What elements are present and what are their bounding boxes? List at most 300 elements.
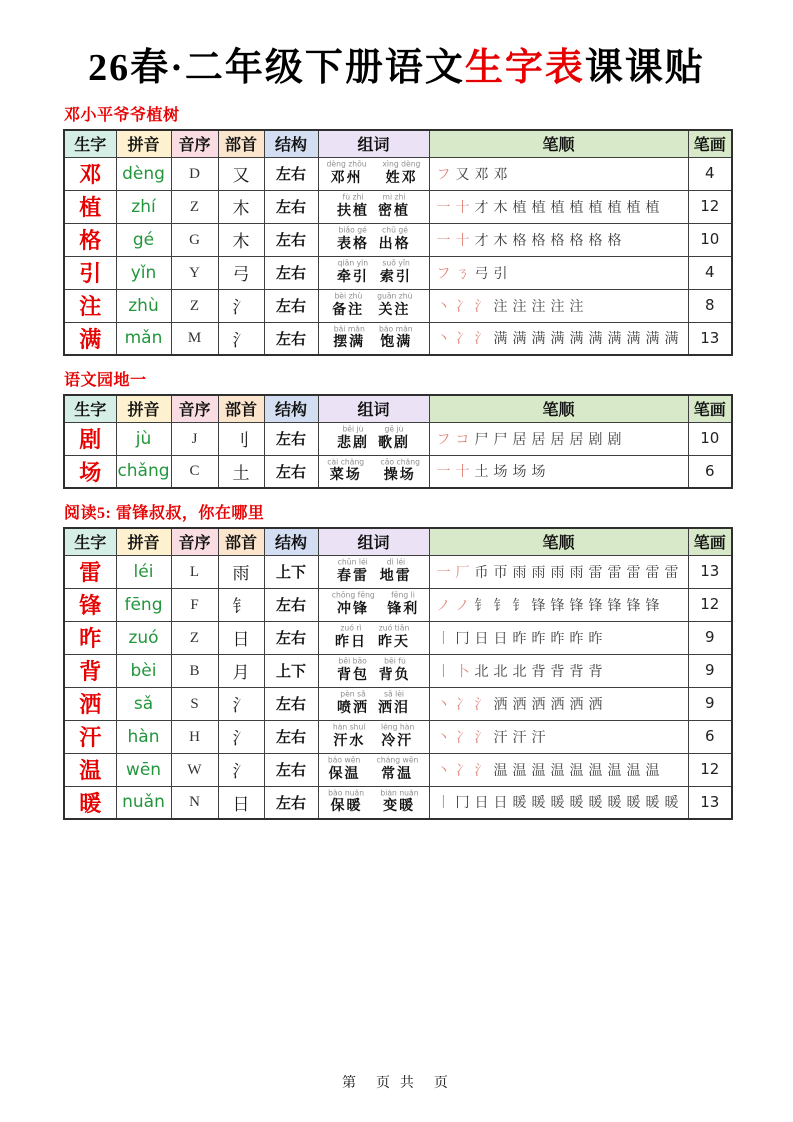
stroke-step-glyph: 场 bbox=[512, 463, 527, 480]
stroke-step-glyph: 锋 bbox=[588, 596, 603, 613]
char-row bbox=[64, 753, 732, 786]
stroke-order-sequence bbox=[430, 233, 688, 247]
new-character: 引 bbox=[79, 261, 102, 286]
new-character: 温 bbox=[79, 758, 102, 783]
stroke-step-glyph: 木 bbox=[493, 231, 508, 248]
word-pinyin: dì léi bbox=[386, 559, 405, 568]
pinyin: jù bbox=[135, 428, 152, 449]
pinyin: yǐn bbox=[130, 262, 157, 283]
word-pinyin: biǎo gé bbox=[338, 227, 368, 236]
word-text: 密植 bbox=[378, 203, 410, 219]
stroke-step-glyph: 丶 bbox=[436, 761, 451, 778]
structure: 左右 bbox=[275, 464, 306, 481]
stroke-step-glyph: 昨 bbox=[569, 629, 584, 646]
word-pinyin: zuó tiān bbox=[378, 625, 410, 634]
radical: 氵 bbox=[232, 298, 250, 317]
word-pinyin: bǎi mǎn bbox=[333, 325, 365, 335]
alphabet-initial: G bbox=[189, 231, 200, 248]
stroke-step-glyph: 雨 bbox=[550, 563, 565, 580]
word-pinyin: lěng hàn bbox=[380, 724, 414, 733]
stroke-step-glyph: 满 bbox=[626, 330, 641, 347]
stroke-step-glyph: 引 bbox=[493, 264, 508, 281]
stroke-count: 4 bbox=[704, 263, 715, 281]
radical: 氵 bbox=[232, 729, 250, 748]
char-row bbox=[64, 588, 732, 621]
stroke-step-glyph: 冫 bbox=[455, 297, 470, 314]
stroke-step-glyph: 植 bbox=[550, 198, 565, 215]
new-character: 格 bbox=[79, 228, 102, 253]
stroke-step-glyph: 洒 bbox=[550, 695, 565, 712]
stroke-step-glyph: 植 bbox=[607, 198, 622, 215]
word-group bbox=[378, 690, 410, 716]
col-header-words: 组词 bbox=[318, 528, 429, 555]
vocab-table-1 bbox=[63, 129, 733, 356]
pinyin: nuǎn bbox=[122, 792, 165, 813]
word-pinyin: suǒ yǐn bbox=[382, 260, 410, 269]
pinyin: zhí bbox=[131, 196, 156, 217]
stroke-step-glyph: ノ bbox=[455, 596, 470, 613]
stroke-step-glyph: 雷 bbox=[664, 563, 679, 580]
stroke-step-glyph: 背 bbox=[531, 662, 546, 679]
structure: 左右 bbox=[275, 167, 306, 183]
word-pinyin: bǎo wēn bbox=[328, 757, 361, 766]
title-right: 课课贴 bbox=[584, 47, 705, 89]
structure: 左右 bbox=[275, 763, 306, 779]
word-group bbox=[376, 325, 416, 351]
stroke-step-glyph: 格 bbox=[531, 231, 546, 248]
stroke-count: 9 bbox=[704, 661, 715, 679]
word-pinyin: pèn sǎ bbox=[340, 691, 366, 700]
col-header-pinyin: 拼音 bbox=[116, 130, 171, 157]
pinyin: zuó bbox=[128, 627, 159, 648]
col-header-stroke-count: 笔画 bbox=[688, 130, 732, 157]
new-character: 雷 bbox=[79, 560, 102, 585]
col-header-initial: 音序 bbox=[171, 395, 218, 422]
word-text: 表格 bbox=[336, 236, 369, 252]
radical: 氵 bbox=[232, 696, 250, 715]
word-pinyin: cāo chǎng bbox=[379, 458, 420, 468]
page-footer: 第 页 共 页 bbox=[342, 1074, 451, 1090]
stroke-step-glyph: 帀 bbox=[493, 563, 508, 580]
stroke-order-sequence bbox=[430, 299, 688, 313]
char-row bbox=[64, 223, 732, 256]
word-text: 扶植 bbox=[337, 203, 369, 219]
stroke-step-glyph: 冂 bbox=[455, 794, 470, 811]
section-heading: 邓小平爷爷植树 bbox=[64, 107, 180, 124]
stroke-step-glyph: 北 bbox=[474, 662, 489, 679]
stroke-step-glyph: 满 bbox=[531, 330, 546, 347]
word-group bbox=[330, 723, 368, 749]
stroke-step-glyph: 汗 bbox=[531, 728, 546, 745]
stroke-step-glyph: 洒 bbox=[493, 695, 508, 712]
word-groups bbox=[319, 690, 429, 716]
stroke-step-glyph: 暖 bbox=[550, 794, 565, 811]
word-group bbox=[374, 292, 416, 318]
stroke-step-glyph: 才 bbox=[474, 231, 489, 248]
stroke-step-glyph: 居 bbox=[569, 430, 584, 447]
stroke-step-glyph: 温 bbox=[588, 761, 603, 778]
word-group bbox=[377, 458, 423, 484]
stroke-order-sequence bbox=[430, 167, 688, 181]
word-groups bbox=[319, 624, 429, 650]
col-header-stroke-count: 笔画 bbox=[688, 528, 732, 555]
stroke-step-glyph: 暖 bbox=[512, 794, 527, 811]
word-group bbox=[335, 558, 370, 584]
char-row bbox=[64, 157, 732, 190]
stroke-step-glyph: 背 bbox=[569, 662, 584, 679]
stroke-step-glyph: 北 bbox=[512, 662, 527, 679]
stroke-step-glyph: 满 bbox=[550, 330, 565, 347]
col-header-radical: 部首 bbox=[218, 528, 264, 555]
stroke-step-glyph: 温 bbox=[607, 761, 622, 778]
alphabet-initial: H bbox=[189, 728, 200, 745]
word-groups bbox=[319, 591, 429, 617]
word-pinyin: bēi bāo bbox=[338, 658, 368, 667]
stroke-step-glyph: 卜 bbox=[455, 662, 470, 679]
stroke-step-glyph: 居 bbox=[531, 430, 546, 447]
stroke-step-glyph: 一 bbox=[436, 231, 451, 248]
word-groups bbox=[319, 325, 429, 351]
stroke-step-glyph: 钅 bbox=[493, 596, 508, 613]
word-group bbox=[328, 591, 379, 617]
stroke-step-glyph: ノ bbox=[436, 596, 451, 613]
stroke-step-glyph: 汗 bbox=[512, 728, 527, 745]
stroke-step-glyph: 冫 bbox=[455, 330, 470, 347]
stroke-step-glyph: 雨 bbox=[569, 563, 584, 580]
word-pinyin: qiān yǐn bbox=[337, 260, 369, 269]
stroke-step-glyph: コ bbox=[455, 430, 470, 447]
new-character: 植 bbox=[79, 195, 102, 220]
alphabet-initial: L bbox=[189, 563, 200, 580]
stroke-step-glyph: 汗 bbox=[493, 728, 508, 745]
word-group bbox=[336, 657, 369, 683]
stroke-step-glyph: 十 bbox=[455, 231, 470, 248]
word-group bbox=[324, 458, 367, 484]
stroke-step-glyph: 雷 bbox=[607, 563, 622, 580]
stroke-step-glyph: 钅 bbox=[512, 596, 527, 613]
stroke-step-glyph: 洒 bbox=[569, 695, 584, 712]
word-group bbox=[337, 425, 369, 451]
word-text: 菜场 bbox=[329, 468, 362, 484]
stroke-step-glyph: 温 bbox=[569, 761, 584, 778]
stroke-step-glyph: 满 bbox=[493, 330, 508, 347]
radical: 雨 bbox=[232, 564, 250, 583]
stroke-step-glyph: 十 bbox=[455, 198, 470, 215]
stroke-step-glyph: 暖 bbox=[645, 794, 660, 811]
stroke-step-glyph: 尸 bbox=[493, 430, 508, 447]
pinyin: sǎ bbox=[133, 693, 154, 714]
word-text: 备注 bbox=[332, 302, 365, 318]
word-text: 饱满 bbox=[380, 335, 413, 351]
stroke-step-glyph: 温 bbox=[626, 761, 641, 778]
stroke-step-glyph: 格 bbox=[607, 231, 622, 248]
word-group bbox=[373, 756, 422, 782]
radical: 又 bbox=[232, 166, 250, 185]
col-header-char: 生字 bbox=[64, 130, 116, 157]
stroke-step-glyph: 背 bbox=[550, 662, 565, 679]
alphabet-initial: Z bbox=[189, 297, 200, 314]
stroke-step-glyph: 背 bbox=[588, 662, 603, 679]
stroke-count: 6 bbox=[704, 727, 715, 745]
stroke-step-glyph: 锋 bbox=[607, 596, 622, 613]
stroke-step-glyph: 昨 bbox=[550, 629, 565, 646]
stroke-step-glyph: 弓 bbox=[474, 264, 489, 281]
word-group bbox=[380, 259, 412, 285]
col-header-initial: 音序 bbox=[171, 130, 218, 157]
stroke-step-glyph: 氵 bbox=[474, 297, 489, 314]
stroke-step-glyph: 剧 bbox=[607, 430, 622, 447]
stroke-step-glyph: 锋 bbox=[550, 596, 565, 613]
stroke-step-glyph: 丨 bbox=[436, 794, 451, 811]
title-left: 26春·二年级下册语文 bbox=[88, 47, 465, 89]
stroke-step-glyph: 锋 bbox=[645, 596, 660, 613]
word-pinyin: chōng fēng bbox=[331, 592, 375, 601]
new-character: 背 bbox=[79, 659, 102, 684]
structure: 左右 bbox=[275, 200, 306, 216]
word-pinyin: biàn nuǎn bbox=[380, 789, 419, 799]
radical: 土 bbox=[232, 463, 250, 483]
word-text: 变暖 bbox=[383, 799, 416, 815]
char-row bbox=[64, 455, 732, 488]
char-row bbox=[64, 786, 732, 819]
alphabet-initial: J bbox=[191, 430, 198, 447]
word-pinyin: hàn shuǐ bbox=[333, 724, 366, 733]
stroke-count: 10 bbox=[700, 429, 720, 447]
word-pinyin: fú zhí bbox=[342, 194, 364, 203]
alphabet-initial: F bbox=[190, 596, 199, 613]
stroke-step-glyph: 格 bbox=[512, 231, 527, 248]
word-groups bbox=[319, 259, 429, 285]
stroke-step-glyph: 才 bbox=[474, 198, 489, 215]
word-group bbox=[323, 160, 370, 186]
col-header-radical: 部首 bbox=[218, 395, 264, 422]
word-group bbox=[378, 723, 417, 749]
word-text: 歌剧 bbox=[378, 435, 410, 451]
word-pinyin: xìng dèng bbox=[382, 161, 421, 170]
vocab-table-2 bbox=[63, 394, 733, 489]
radical: 氵 bbox=[232, 762, 250, 781]
stroke-step-glyph: 居 bbox=[512, 430, 527, 447]
stroke-step-glyph: 雷 bbox=[626, 563, 641, 580]
stroke-step-glyph: 一 bbox=[436, 563, 451, 580]
stroke-step-glyph: 洒 bbox=[512, 695, 527, 712]
stroke-step-glyph: 氵 bbox=[474, 330, 489, 347]
radical: 日 bbox=[232, 794, 250, 814]
stroke-order-sequence bbox=[430, 598, 688, 612]
word-groups bbox=[319, 160, 429, 186]
stroke-step-glyph: 雷 bbox=[588, 563, 603, 580]
word-text: 冲锋 bbox=[337, 601, 369, 617]
stroke-step-glyph: 土 bbox=[474, 463, 489, 480]
word-group bbox=[380, 558, 412, 584]
stroke-order-sequence bbox=[430, 763, 688, 777]
stroke-step-glyph: 昨 bbox=[512, 629, 527, 646]
stroke-step-glyph: 居 bbox=[550, 430, 565, 447]
col-header-char: 生字 bbox=[64, 395, 116, 422]
word-text: 悲剧 bbox=[337, 435, 369, 451]
stroke-step-glyph: 冫 bbox=[455, 761, 470, 778]
word-groups bbox=[319, 789, 429, 815]
stroke-step-glyph: 又 bbox=[455, 165, 470, 182]
stroke-order-sequence bbox=[430, 795, 688, 809]
stroke-step-glyph: 温 bbox=[531, 761, 546, 778]
structure: 上下 bbox=[275, 664, 306, 680]
pinyin: hàn bbox=[127, 726, 160, 747]
stroke-step-glyph: 温 bbox=[512, 761, 527, 778]
char-row bbox=[64, 190, 732, 223]
stroke-step-glyph: 植 bbox=[531, 198, 546, 215]
stroke-step-glyph: 暖 bbox=[531, 794, 546, 811]
stroke-step-glyph: 一 bbox=[436, 198, 451, 215]
stroke-step-glyph: 昨 bbox=[531, 629, 546, 646]
col-header-pinyin: 拼音 bbox=[116, 395, 171, 422]
word-pinyin: sǎ lèi bbox=[383, 691, 405, 700]
word-group bbox=[331, 325, 368, 351]
structure: 左右 bbox=[275, 266, 306, 282]
stroke-step-glyph: 币 bbox=[474, 563, 489, 580]
stroke-step-glyph: 满 bbox=[569, 330, 584, 347]
stroke-step-glyph: 暖 bbox=[588, 794, 603, 811]
stroke-step-glyph: フ bbox=[436, 430, 451, 447]
stroke-step-glyph: 满 bbox=[512, 330, 527, 347]
char-row bbox=[64, 621, 732, 654]
word-group bbox=[379, 226, 411, 252]
word-groups bbox=[319, 425, 429, 451]
word-text: 昨日 bbox=[334, 634, 367, 650]
stroke-step-glyph: 格 bbox=[569, 231, 584, 248]
word-text: 保温 bbox=[328, 766, 361, 782]
word-pinyin: chū gé bbox=[381, 227, 408, 236]
word-groups bbox=[319, 756, 429, 782]
word-group bbox=[337, 193, 369, 219]
alphabet-initial: B bbox=[189, 662, 200, 679]
stroke-step-glyph: フ bbox=[436, 165, 451, 182]
alphabet-initial: Z bbox=[189, 629, 200, 646]
stroke-count: 13 bbox=[700, 792, 720, 811]
structure: 左右 bbox=[275, 730, 306, 746]
alphabet-initial: N bbox=[189, 794, 200, 811]
structure: 左右 bbox=[275, 331, 306, 348]
stroke-step-glyph: ㄋ bbox=[455, 264, 470, 281]
radical: 氵 bbox=[232, 330, 250, 350]
pinyin: mǎn bbox=[124, 328, 163, 349]
stroke-step-glyph: 注 bbox=[569, 297, 584, 314]
word-pinyin: bǎo mǎn bbox=[379, 325, 414, 335]
stroke-order-sequence bbox=[430, 697, 688, 711]
tables-area bbox=[63, 102, 731, 820]
radical: 木 bbox=[232, 232, 250, 251]
new-character: 汗 bbox=[79, 725, 102, 750]
stroke-step-glyph: 氵 bbox=[474, 728, 489, 745]
stroke-count: 12 bbox=[700, 760, 720, 778]
col-header-pinyin: 拼音 bbox=[116, 528, 171, 555]
word-pinyin: cháng wēn bbox=[376, 757, 418, 766]
stroke-count: 13 bbox=[700, 328, 720, 347]
header-row bbox=[64, 395, 732, 422]
header-row bbox=[64, 130, 732, 157]
stroke-step-glyph: 满 bbox=[664, 330, 679, 347]
stroke-step-glyph: 丨 bbox=[436, 629, 451, 646]
pinyin: zhù bbox=[128, 295, 159, 316]
word-group bbox=[379, 160, 424, 186]
word-pinyin: dèng zhōu bbox=[326, 161, 367, 170]
alphabet-initial: Z bbox=[189, 198, 200, 215]
alphabet-initial: S bbox=[190, 695, 199, 712]
alphabet-initial: Y bbox=[189, 264, 200, 281]
alphabet-initial: M bbox=[187, 330, 202, 347]
stroke-step-glyph: 厂 bbox=[455, 563, 470, 580]
alphabet-initial: C bbox=[189, 463, 200, 480]
stroke-step-glyph: 锋 bbox=[531, 596, 546, 613]
stroke-count: 9 bbox=[704, 628, 715, 646]
word-text: 索引 bbox=[379, 269, 412, 285]
word-pinyin: bēi jù bbox=[342, 426, 364, 435]
stroke-count: 12 bbox=[700, 197, 720, 215]
word-text: 洒泪 bbox=[378, 700, 410, 716]
word-groups bbox=[319, 226, 429, 252]
stroke-order-sequence bbox=[430, 432, 688, 446]
stroke-step-glyph: 昨 bbox=[588, 629, 603, 646]
col-header-initial: 音序 bbox=[171, 528, 218, 555]
word-text: 地雷 bbox=[379, 568, 412, 584]
stroke-step-glyph: 洒 bbox=[531, 695, 546, 712]
col-header-structure: 结构 bbox=[264, 130, 318, 157]
word-pinyin: gē jù bbox=[384, 426, 404, 435]
section-heading: 阅读5: 雷锋叔叔，你在哪里 bbox=[64, 505, 265, 522]
radical: 刂 bbox=[232, 431, 250, 450]
stroke-step-glyph: 尸 bbox=[474, 430, 489, 447]
word-group bbox=[378, 193, 410, 219]
word-pinyin: guān zhù bbox=[376, 293, 413, 302]
stroke-step-glyph: 丶 bbox=[436, 297, 451, 314]
stroke-step-glyph: 场 bbox=[531, 463, 546, 480]
stroke-step-glyph: 植 bbox=[569, 198, 584, 215]
stroke-order-sequence bbox=[430, 266, 688, 280]
stroke-step-glyph: 场 bbox=[493, 463, 508, 480]
stroke-count: 6 bbox=[704, 461, 715, 480]
stroke-step-glyph: 丶 bbox=[436, 728, 451, 745]
word-text: 姓邓 bbox=[385, 170, 418, 186]
page-title bbox=[0, 36, 793, 91]
stroke-step-glyph: 注 bbox=[531, 297, 546, 314]
section-heading: 语文园地一 bbox=[64, 372, 147, 389]
stroke-step-glyph: 邓 bbox=[474, 165, 489, 182]
radical: 月 bbox=[232, 663, 250, 682]
stroke-step-glyph: 注 bbox=[493, 297, 508, 314]
new-character: 暖 bbox=[79, 790, 102, 816]
stroke-step-glyph: 暖 bbox=[607, 794, 622, 811]
word-pinyin: chūn léi bbox=[337, 559, 369, 568]
word-groups bbox=[319, 458, 429, 484]
stroke-count: 13 bbox=[700, 562, 720, 580]
word-group bbox=[335, 624, 367, 650]
pinyin: gé bbox=[132, 229, 155, 250]
stroke-step-glyph: 植 bbox=[626, 198, 641, 215]
col-header-stroke-order: 笔顺 bbox=[429, 395, 688, 422]
word-group bbox=[332, 292, 365, 318]
stroke-step-glyph: 十 bbox=[455, 463, 470, 480]
stroke-step-glyph: 丶 bbox=[436, 695, 451, 712]
word-text: 保暖 bbox=[330, 799, 363, 815]
word-text: 背负 bbox=[378, 667, 411, 683]
col-header-structure: 结构 bbox=[264, 528, 318, 555]
col-header-words: 组词 bbox=[318, 130, 429, 157]
stroke-step-glyph: 植 bbox=[645, 198, 660, 215]
structure: 左右 bbox=[275, 631, 306, 647]
word-text: 春雷 bbox=[337, 568, 369, 584]
vocab-table-3 bbox=[63, 527, 733, 820]
word-text: 锋利 bbox=[387, 601, 420, 617]
